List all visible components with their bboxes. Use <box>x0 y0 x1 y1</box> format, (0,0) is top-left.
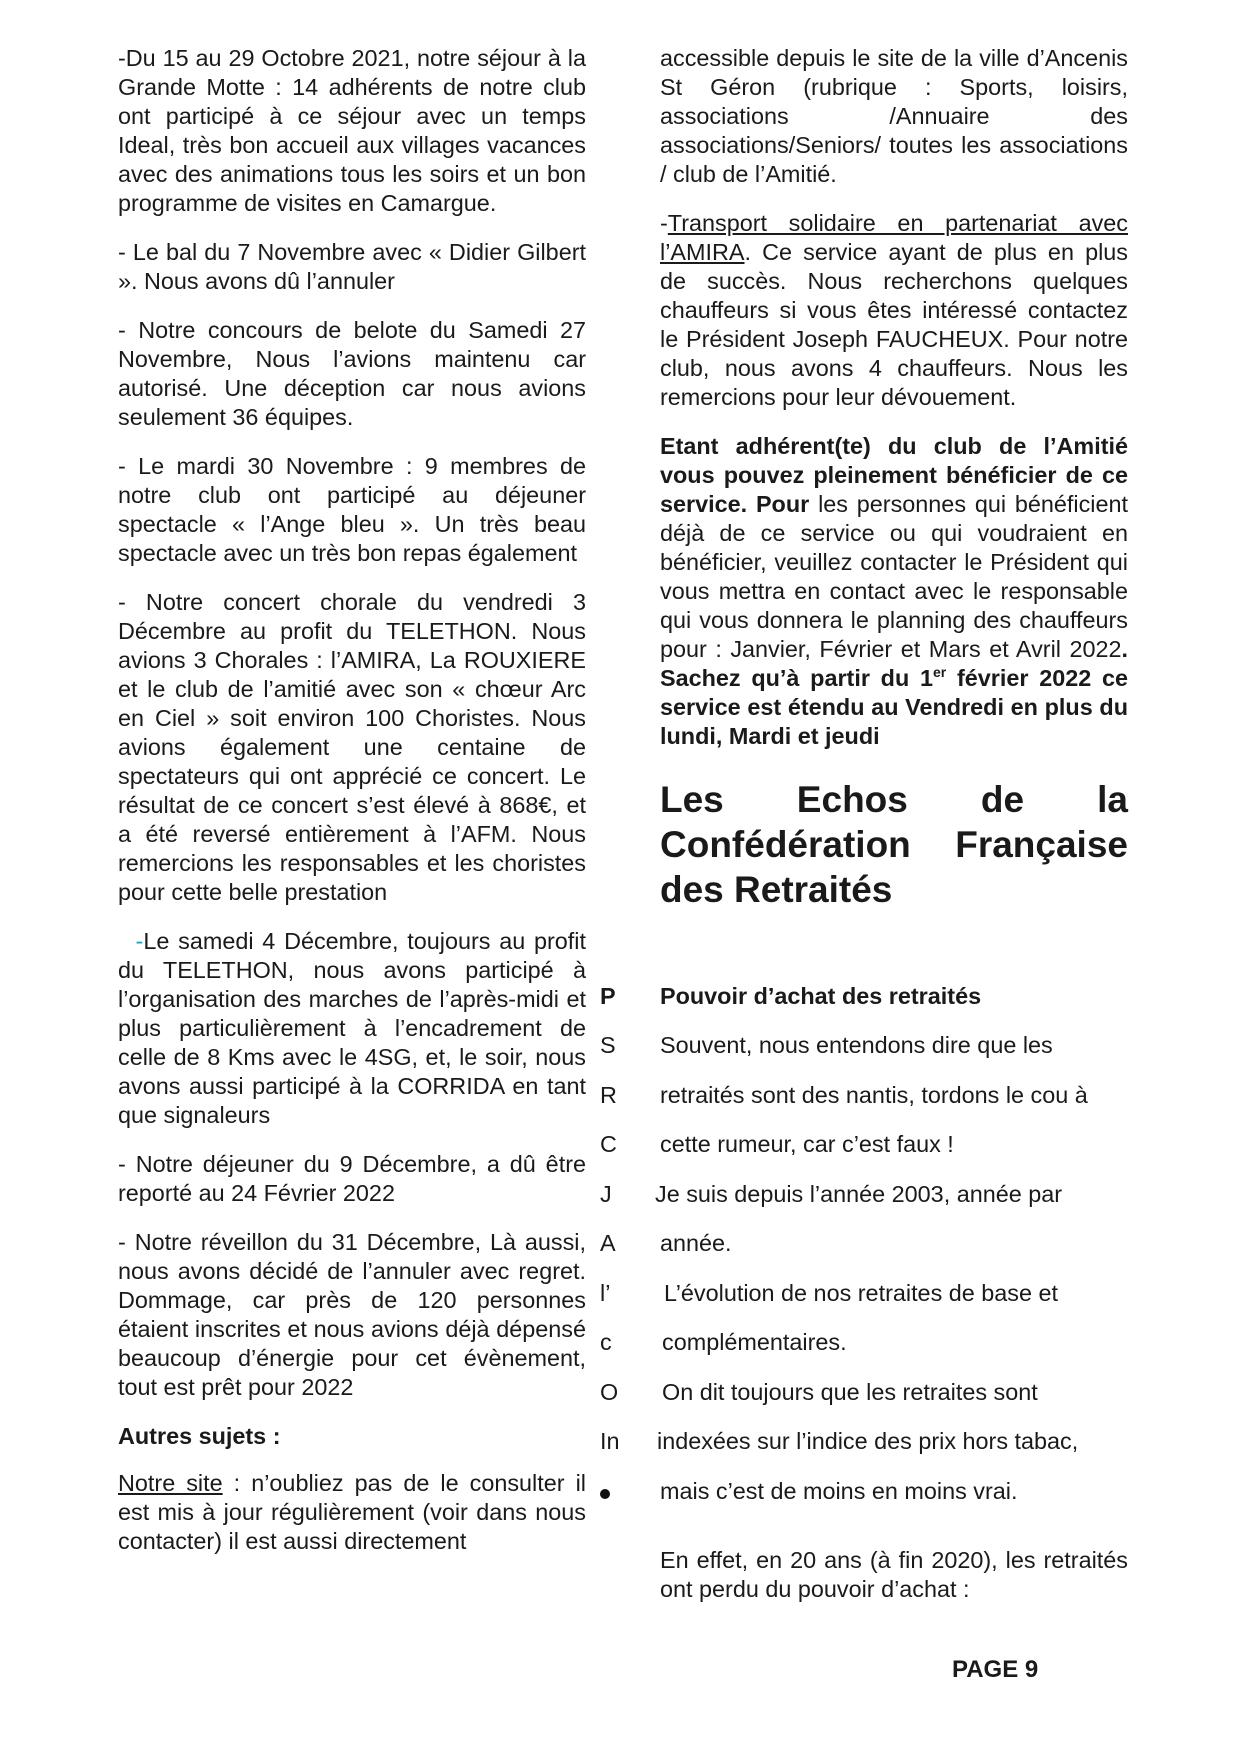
row-text: cette rumeur, car c’est faux ! <box>660 1131 954 1157</box>
notre-site-label: Notre site <box>118 1470 223 1496</box>
cyan-dash: - <box>135 928 144 954</box>
transport-text: . Ce service ayant de plus en plus de succès. Nous recherchons quelques chauffeurs si vous êtes intéressé contactez le Président Joseph FAUCHEUX. Pour notre club, nous avons 4 chauffeurs. Nous les remercions pour leur dévouement. <box>660 239 1128 410</box>
pouvoir-heading: Pouvoir d’achat des retraités <box>660 983 982 1009</box>
row-letter: c <box>600 1329 612 1355</box>
bullet-icon <box>600 1475 640 1507</box>
autres-sujets-heading: Autres sujets : <box>118 1423 281 1449</box>
paragraph-ange-bleu: - Le mardi 30 Novembre : 9 membres de notre club ont participé au déjeuner spectacle « l’Ange bleu ». Un très beau spectacle avec un très bon repas également <box>118 453 586 566</box>
paragraph-reveillon: - Notre réveillon du 31 Décembre, Là aussi, nous avons décidé de l’annuler avec regret. Dommage, car près de 120 personnes étaient inscrites et nous avions déjà dépensé beaucoup d’énergie pour cet évènement, tout est prêt pour 2022 <box>118 1229 586 1400</box>
adherent-bold: Etant adhérent(te) du club de l’Amitié vous pouvez pleinement bénéficier de ce service. Pour <box>660 433 1128 517</box>
paragraph-belote: - Notre concours de belote du Samedi 27 Novembre, Nous l’avions maintenu car autorisé. Une déception car nous avions seulement 36 équipes. <box>118 317 586 430</box>
row-letter: S <box>600 1032 616 1058</box>
row-text: année. <box>660 1230 732 1256</box>
row-letter: C <box>600 1131 617 1157</box>
echos-title-line-1: Les Echos de la Confédération Française <box>660 779 1128 865</box>
paragraph-notre-site <box>118 1469 586 1556</box>
row-letter: R <box>600 1082 617 1108</box>
row-text: complémentaires. <box>662 1329 847 1355</box>
paragraph-telethon-marches <box>118 927 586 1130</box>
paragraph-en-effet: En effet, en 20 ans (à fin 2020), les retraités ont perdu du pouvoir d’achat : <box>660 1547 1128 1602</box>
page-number: PAGE 9 <box>952 1656 1039 1683</box>
row-letter: In <box>600 1428 620 1454</box>
paragraph-concert: - Notre concert chorale du vendredi 3 Décembre au profit du TELETHON. Nous avions 3 Chorales : l’AMIRA, La ROUXIERE et le club de l’amitié avec son « chœur Arc en Ciel » soit environ 100 Choristes. Nous avions également une centaine de spectateurs qui ont apprécié ce concert. Le résultat de ce concert s’est élevé à 868€, et a été reversé entièrement à l’AFM. Nous remercions les responsables et les choristes pour cette belle prestation <box>118 589 586 905</box>
row-text: Souvent, nous entendons dire que les <box>660 1032 1053 1058</box>
paragraph-dejeuner: - Notre déjeuner du 9 Décembre, a dû être reporté au 24 Février 2022 <box>118 1151 586 1206</box>
paragraph-grande-motte: -Du 15 au 29 Octobre 2021, notre séjour à la Grande Motte : 14 adhérents de notre club ont participé à ce séjour avec un temps Ideal, très bon accueil aux villages vacances avec des animations tous les soirs et un bon programme de visites en Camargue. <box>118 45 586 216</box>
adherent-dot: . <box>1121 636 1128 662</box>
transport-label: Transport solidaire en partenariat avec l’AMIRA <box>660 210 1128 265</box>
row-letter: J <box>600 1181 612 1207</box>
paragraph-transport <box>660 209 1128 412</box>
row-letter: P <box>600 983 616 1009</box>
notre-site-text: : n’oubliez pas de le consulter il est mis à jour régulièrement (voir dans nous contacter) il est aussi directement <box>118 1470 586 1554</box>
row-letter: l’ <box>600 1280 611 1306</box>
paragraph-site-ville: accessible depuis le site de la ville d’Ancenis St Géron (rubrique : Sports, loisirs, associations /Annuaire des associations/Seniors/ toutes les associations / club de l’Amitié. <box>660 45 1128 187</box>
row-text: L’évolution de nos retraites de base et <box>664 1280 1059 1306</box>
row-text: On dit toujours que les retraites sont <box>662 1379 1038 1405</box>
paragraph-bal: - Le bal du 7 Novembre avec « Didier Gilbert ». Nous avons dû l’annuler <box>118 239 586 294</box>
row-text: mais c’est de moins en moins vrai. <box>660 1478 1018 1504</box>
row-letter: A <box>600 1230 616 1256</box>
row-text: Je suis depuis l’année 2003, année par <box>655 1181 1063 1207</box>
fevrier-sup: er <box>932 664 947 681</box>
fevrier-bold-b: février 2022 ce service est étendu au Vendredi en plus du lundi, Mardi et jeudi <box>660 665 1128 749</box>
row-text: retraités sont des nantis, tordons le cou à <box>660 1082 1088 1108</box>
left-column <box>118 44 586 1576</box>
adherent-text: les personnes qui bénéficient déjà de ce service ou qui voudraient en bénéficier, veuillez contacter le Président qui vous mettra en contact avec le responsable qui vous donnera le planning des chauffeurs pour : Janvier, Février et Mars et Avril 2022 <box>660 491 1128 662</box>
fevrier-bold-a: Sachez qu’à partir du 1 <box>660 665 933 691</box>
right-column <box>660 44 1128 930</box>
telethon-text: Le samedi 4 Décembre, toujours au profit du TELETHON, nous avons participé à l’organisation des marches de l’après-midi et plus particulièrement à l’encadrement de celle de 8 Kms avec le 4SG, et, le soir, nous avons aussi participé à la CORRIDA en tant que signaleurs <box>118 928 586 1128</box>
echos-title-line-2: des Retraités <box>660 869 893 910</box>
paragraph-adherent <box>660 432 1128 751</box>
row-letter: O <box>600 1379 619 1405</box>
transport-dash: - <box>660 210 668 236</box>
echos-title <box>660 777 1128 912</box>
row-text: indexées sur l’indice des prix hors tabac, <box>657 1428 1079 1454</box>
